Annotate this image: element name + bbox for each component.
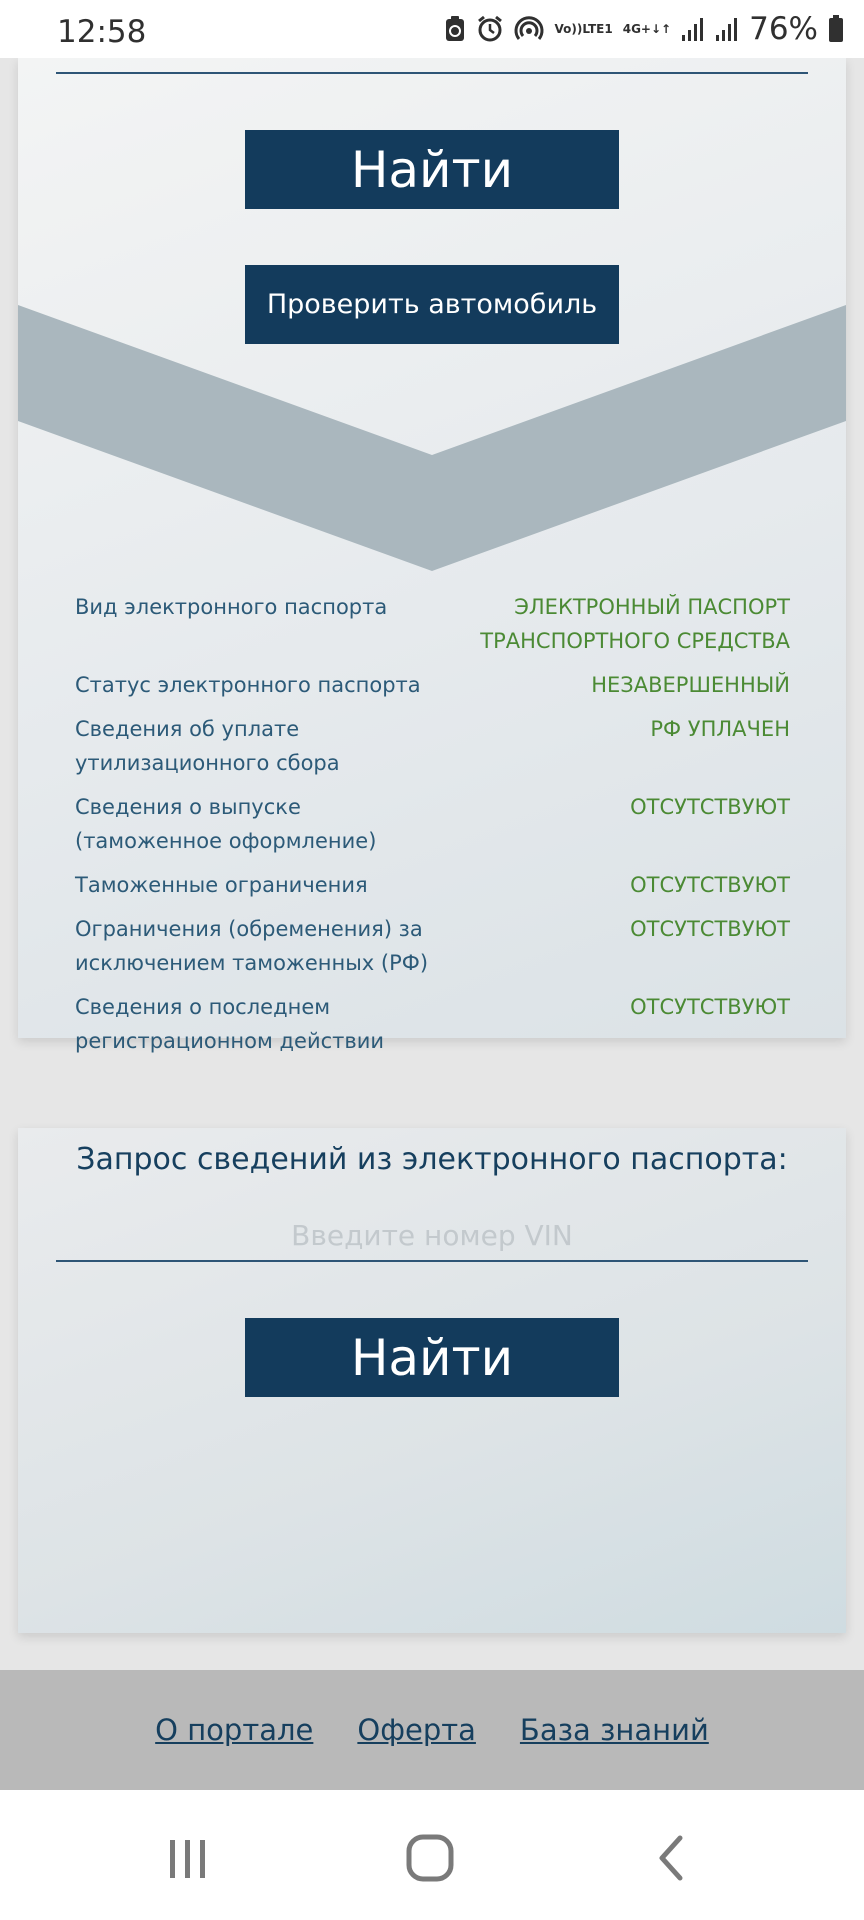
footer-link-about[interactable]: О портале xyxy=(155,1713,314,1747)
info-value: РФ УПЛАЧЕН xyxy=(650,717,790,741)
find-button-top[interactable]: Найти xyxy=(245,130,619,209)
info-row-last-registration xyxy=(75,990,790,1058)
vin-input-underline-top xyxy=(56,72,808,74)
recent-apps-icon[interactable] xyxy=(158,1828,218,1888)
info-value: ОТСУТСТВУЮТ xyxy=(630,917,790,941)
info-row-passport-type xyxy=(75,590,790,658)
volte-text: Vo)) xyxy=(554,21,583,36)
info-value: ОТСУТСТВУЮТ xyxy=(630,795,790,819)
info-label: Ограничения (обременения) за исключением таможенных (РФ) xyxy=(75,917,429,975)
info-label: Сведения об уплате утилизационного сбора xyxy=(75,717,340,775)
home-icon[interactable] xyxy=(400,1828,460,1888)
vin-input[interactable] xyxy=(56,1210,808,1262)
info-label: Сведения о выпуске (таможенное оформление) xyxy=(75,795,377,853)
footer-link-offer[interactable]: Оферта xyxy=(357,1713,476,1747)
alarm-icon xyxy=(476,15,504,43)
battery-percent: 76% xyxy=(749,11,818,47)
volte-indicator xyxy=(554,23,612,36)
back-icon[interactable] xyxy=(642,1828,702,1888)
chevron-down-decoration xyxy=(18,305,846,571)
recycle-icon xyxy=(444,15,466,43)
hotspot-icon xyxy=(514,14,544,44)
info-row-passport-status xyxy=(75,668,790,702)
info-label: Статус электронного паспорта xyxy=(75,673,421,697)
info-label: Сведения о последнем регистрационном действии xyxy=(75,995,385,1053)
info-value: НЕЗАВЕРШЕННЫЙ xyxy=(591,673,790,697)
info-value: ЭЛЕКТРОННЫЙ ПАСПОРТ ТРАНСПОРТНОГО СРЕДСТВА xyxy=(480,595,790,653)
info-row-recycling-fee xyxy=(75,712,790,780)
info-label: Вид электронного паспорта xyxy=(75,595,388,619)
footer xyxy=(0,1670,864,1790)
info-value: ОТСУТСТВУЮТ xyxy=(630,995,790,1019)
navigation-bar xyxy=(0,1790,864,1920)
signal-icon xyxy=(715,16,739,42)
info-row-encumbrances xyxy=(75,912,790,980)
info-row-customs-restrictions xyxy=(75,868,790,902)
passport-info-table xyxy=(75,590,790,1068)
find-button[interactable]: Найти xyxy=(245,1318,619,1397)
check-car-button[interactable]: Проверить автомобиль xyxy=(245,265,619,344)
status-icons xyxy=(444,12,844,46)
request-title: Запрос сведений из электронного паспорта: xyxy=(76,1142,788,1177)
status-bar xyxy=(0,0,864,58)
network-4g-text: 4G+ xyxy=(622,21,651,36)
network-4g-indicator xyxy=(623,23,671,36)
lte-text: LTE1 xyxy=(582,21,613,36)
battery-icon xyxy=(828,15,844,43)
status-time: 12:58 xyxy=(57,14,147,50)
footer-link-knowledge-base[interactable]: База знаний xyxy=(519,1713,709,1747)
info-label: Таможенные ограничения xyxy=(75,873,368,897)
info-value: ОТСУТСТВУЮТ xyxy=(630,873,790,897)
data-arrows-icon: ↓↑ xyxy=(650,21,672,36)
footer-links xyxy=(0,1670,864,1790)
info-row-customs-release xyxy=(75,790,790,858)
signal-icon xyxy=(681,16,705,42)
